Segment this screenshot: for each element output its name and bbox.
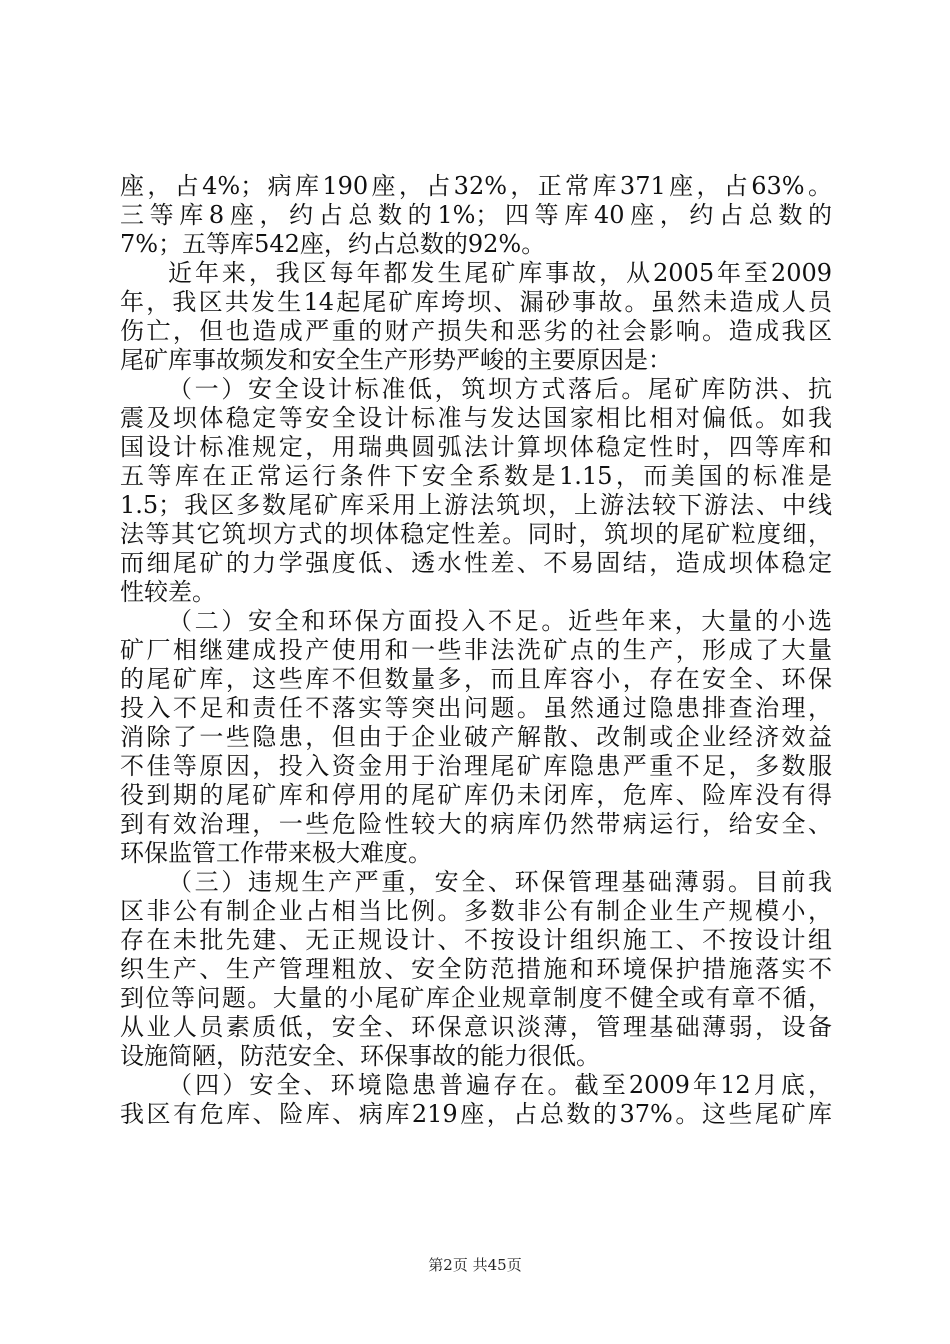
text-line: 法等其它筑坝方式的坝体稳定性差。同时，筑坝的尾矿粒度细， [120, 520, 832, 548]
text-line: 年，我区共发生14起尾矿库垮坝、漏砂事故。虽然未造成人员 [120, 288, 832, 316]
text-line: 环保监管工作带来极大难度。 [120, 839, 432, 867]
paragraph-cause-1 [120, 375, 832, 607]
text-line: 到有效治理，一些危险性较大的病库仍然带病运行，给安全、 [120, 810, 832, 838]
paragraph-cause-2 [120, 607, 832, 868]
text-line: 投入不足和责任不落实等突出问题。虽然通过隐患排查治理， [120, 694, 832, 722]
text-line: 而细尾矿的力学强度低、透水性差、不易固结，造成坝体稳定 [120, 549, 832, 577]
text-line: 7%；五等库542座，约占总数的92%。 [120, 230, 546, 258]
text-line: 伤亡，但也造成严重的财产损失和恶劣的社会影响。造成我区 [120, 317, 832, 345]
text-line: （一）安全设计标准低，筑坝方式落后。尾矿库防洪、抗 [168, 375, 832, 403]
text-line: 设施简陋，防范安全、环保事故的能力很低。 [120, 1042, 600, 1070]
paragraph-cause-4 [120, 1071, 832, 1129]
text-line: （四）安全、环境隐患普遍存在。截至2009年12月底， [168, 1071, 832, 1099]
text-line: 矿厂相继建成投产使用和一些非法洗矿点的生产，形成了大量 [120, 636, 832, 664]
text-line: 1.5；我区多数尾矿库采用上游法筑坝，上游法较下游法、中线 [120, 491, 832, 519]
text-line: 织生产、生产管理粗放、安全防范措施和环境保护措施落实不 [120, 955, 832, 983]
paragraph-cause-3 [120, 868, 832, 1071]
text-line: 区非公有制企业占相当比例。多数非公有制企业生产规模小， [120, 897, 832, 925]
text-line: 的尾矿库，这些库不但数量多，而且库容小，存在安全、环保 [120, 665, 832, 693]
text-line: 从业人员素质低，安全、环保意识淡薄，管理基础薄弱，设备 [120, 1013, 832, 1041]
text-line: （三）违规生产严重，安全、环保管理基础薄弱。目前我 [168, 868, 832, 896]
text-line: 消除了一些隐患，但由于企业破产解散、改制或企业经济效益 [120, 723, 832, 751]
text-line: （二）安全和环保方面投入不足。近些年来，大量的小选 [168, 607, 832, 635]
text-line: 尾矿库事故频发和安全生产形势严峻的主要原因是： [120, 346, 672, 374]
text-line: 役到期的尾矿库和停用的尾矿库仍未闭库，危库、险库没有得 [120, 781, 832, 809]
document-body [120, 172, 832, 1129]
page-number-footer: 第2页 共45页 [428, 1256, 522, 1274]
text-line: 性较差。 [120, 578, 216, 606]
paragraph-accident-overview [120, 259, 832, 375]
paragraph-tailings-statistics [120, 172, 832, 259]
text-line: 到位等问题。大量的小尾矿库企业规章制度不健全或有章不循， [120, 984, 832, 1012]
text-line: 五等库在正常运行条件下安全系数是1.15，而美国的标准是 [120, 462, 832, 490]
text-line: 不佳等原因，投入资金用于治理尾矿库隐患严重不足，多数服 [120, 752, 832, 780]
text-line: 存在未批先建、无正规设计、不按设计组织施工、不按设计组 [120, 926, 832, 954]
text-line: 座，占4%；病库190座，占32%，正常库371座，占63%。 [120, 172, 832, 200]
text-line: 国设计标准规定，用瑞典圆弧法计算坝体稳定性时，四等库和 [120, 433, 832, 461]
text-line: 近年来，我区每年都发生尾矿库事故，从2005年至2009 [168, 259, 832, 287]
text-line: 我区有危库、险库、病库219座，占总数的37%。这些尾矿库 [120, 1100, 832, 1128]
text-line: 三等库8座，约占总数的1%；四等库40座，约占总数的 [120, 201, 832, 229]
text-line: 震及坝体稳定等安全设计标准与发达国家相比相对偏低。如我 [120, 404, 832, 432]
